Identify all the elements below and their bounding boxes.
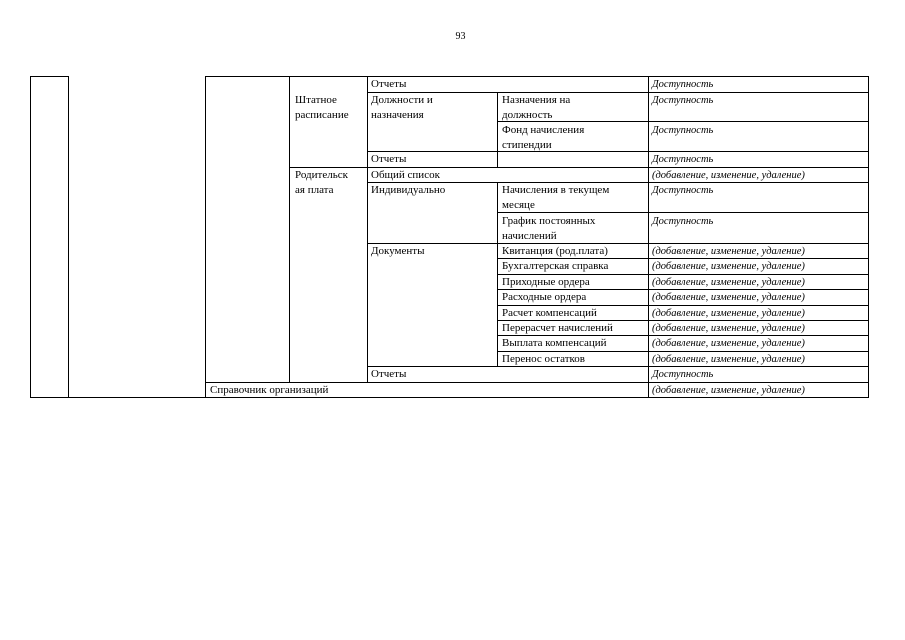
cell-access-spravochnik: (добавление, изменение, удаление) (652, 385, 805, 396)
cell-doc-item: Приходные ордера (502, 276, 590, 288)
rule-top-a (30, 76, 69, 77)
cell-individ-item1-l2: месяце (502, 199, 535, 211)
cell-access-otchety-2: Доступность (652, 154, 714, 165)
cell-shtatnoe-item1-l2: должность (502, 109, 553, 121)
cell-access-shtatnoe-2: Доступность (652, 125, 714, 136)
cell-doc-access: (добавление, изменение, удаление) (652, 354, 805, 365)
cell-doc-access: (добавление, изменение, удаление) (652, 308, 805, 319)
table-divider-col2 (205, 76, 206, 397)
table-divider-col3 (289, 76, 290, 382)
cell-obshchiy-spisok: Общий список (371, 169, 440, 181)
cell-shtatnoe-sub-l2: назначения (371, 109, 424, 121)
cell-doc-item: Бухгалтерская справка (502, 260, 609, 272)
table-border-left (30, 76, 31, 397)
cell-individualno: Индивидуально (371, 184, 446, 196)
cell-roditelskaya-group-l2: ая плата (295, 184, 334, 196)
table-divider-col5-a (497, 92, 498, 167)
cell-access-individ-1: Доступность (652, 185, 714, 196)
table-divider-col6 (648, 76, 649, 397)
cell-doc-access: (добавление, изменение, удаление) (652, 277, 805, 288)
cell-dokumenty: Документы (371, 245, 425, 257)
cell-access-shtatnoe-1: Доступность (652, 95, 714, 106)
cell-spravochnik: Справочник организаций (210, 384, 329, 396)
cell-doc-access: (добавление, изменение, удаление) (652, 261, 805, 272)
cell-shtatnoe-sub-l1: Должности и (371, 94, 433, 106)
cell-access-individ-2: Доступность (652, 216, 714, 227)
cell-doc-item: Перерасчет начислений (502, 322, 613, 334)
rule (497, 212, 869, 213)
cell-roditelskaya-group-l1: Родительск (295, 169, 348, 181)
cell-otchety-1: Отчеты (371, 78, 407, 90)
cell-doc-item: Квитанция (род.плата) (502, 245, 608, 257)
table-divider-col4 (367, 76, 368, 382)
cell-otchety-3: Отчеты (371, 368, 407, 380)
cell-doc-access: (добавление, изменение, удаление) (652, 292, 805, 303)
rule (497, 121, 869, 122)
cell-doc-access: (добавление, изменение, удаление) (652, 323, 805, 334)
page-number: 93 (455, 31, 466, 42)
rule (367, 151, 869, 152)
cell-doc-item: Расчет компенсаций (502, 307, 597, 319)
cell-access-otchety-3: Доступность (652, 369, 714, 380)
table-border-right (868, 76, 869, 397)
cell-shtatnoe-item1-l1: Назначения на (502, 94, 571, 106)
rule-top-b (205, 76, 869, 77)
cell-doc-item: Перенос остатков (502, 353, 585, 365)
cell-shtatnoe-group-l2: расписание (295, 109, 349, 121)
cell-doc-access: (добавление, изменение, удаление) (652, 246, 805, 257)
cell-shtatnoe-group-l1: Штатное (295, 94, 337, 106)
cell-access-obshchiy: (добавление, изменение, удаление) (652, 170, 805, 181)
cell-otchety-2: Отчеты (371, 153, 407, 165)
rule (367, 92, 869, 93)
cell-individ-item2-l2: начислений (502, 230, 557, 242)
cell-doc-access: (добавление, изменение, удаление) (652, 338, 805, 349)
cell-shtatnoe-item2-l2: стипендии (502, 139, 552, 151)
cell-access-otchety-1: Доступность (652, 79, 714, 90)
cell-shtatnoe-item2-l1: Фонд начисления (502, 124, 585, 136)
table-divider-col1 (68, 76, 69, 397)
cell-individ-item1-l1: Начисления в текущем (502, 184, 610, 196)
cell-individ-item2-l1: График постоянных (502, 215, 596, 227)
cell-doc-item: Расходные ордера (502, 291, 587, 303)
cell-doc-item: Выплата компенсаций (502, 337, 607, 349)
